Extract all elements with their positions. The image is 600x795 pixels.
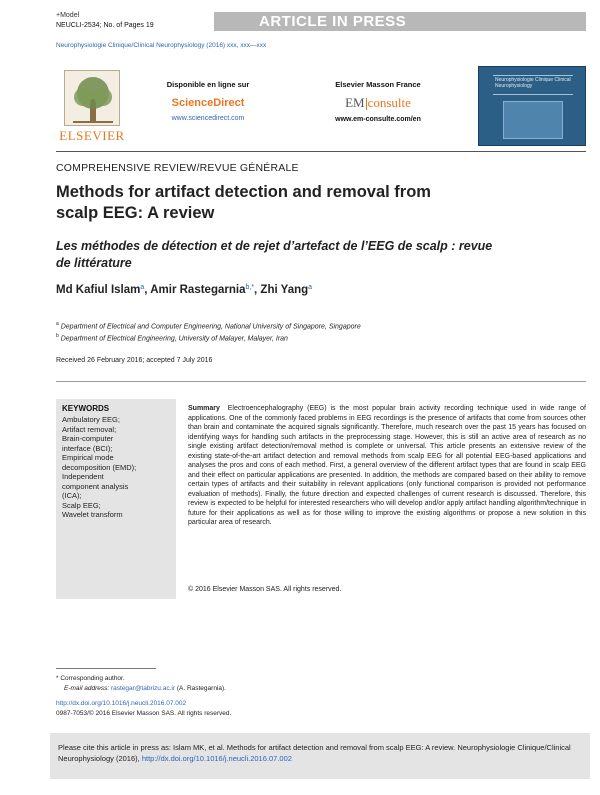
header-divider <box>56 151 586 152</box>
em-logo-right: consulte <box>367 95 411 110</box>
em-consulte-block <box>308 80 448 123</box>
model-tag: +Model <box>56 12 80 19</box>
affiliation-b <box>56 333 288 342</box>
affiliation-marker: b <box>56 333 59 339</box>
sciencedirect-logo[interactable]: ScienceDirect <box>171 97 245 109</box>
keyword-item: Scalp EEG; <box>62 500 101 510</box>
keyword-item: Brain-computer <box>62 434 114 443</box>
affiliation-a <box>56 321 361 330</box>
citation-doi-link[interactable]: http://dx.doi.org/10.1016/j.neucli.2016.07.002 <box>141 754 292 763</box>
em-logo-divider <box>366 98 367 110</box>
journal-citation-link[interactable]: Neurophysiologie Clinique/Clinical Neurophysiology (2016) xxx, xxx—xxx <box>56 42 267 49</box>
footnote-rule <box>56 668 156 669</box>
abstract-divider <box>56 381 586 382</box>
email-footnote <box>64 685 226 692</box>
article-in-press-banner <box>214 12 586 31</box>
keyword-item: component analysis <box>62 481 129 491</box>
received-dates: Received 26 February 2016; accepted 7 July 2016 <box>56 357 213 364</box>
running-header <box>56 12 586 34</box>
author-name[interactable]: Amir Rastegarnia <box>150 284 246 296</box>
cover-title: Neurophysiologie Clinique Clinical Neurophysiology <box>495 77 571 89</box>
keyword-item: (ICA); <box>62 491 82 500</box>
elsevier-logo <box>56 66 128 146</box>
author-name[interactable]: Zhi Yang <box>260 284 309 296</box>
email-link[interactable]: rastegar@tabrizu.ac.ir <box>110 685 176 692</box>
author-affil-sup[interactable]: b,* <box>245 284 255 291</box>
elsevier-wordmark: ELSEVIER <box>59 128 125 143</box>
abstract-summary <box>188 404 586 528</box>
elsevier-tree-icon <box>64 70 120 126</box>
em-consulte-url[interactable]: www.em-consulte.com/en <box>335 116 421 123</box>
sciencedirect-block <box>148 80 268 122</box>
citation-text: Please cite this article in press as: Islam MK, et al. Methods for artifact detection and removal from scalp EEG: A review. Neurophysiologie Clinique/Clinical Neurophysiology (2016), <box>58 743 571 763</box>
cover-image <box>503 101 563 139</box>
affiliation-text: Department of Electrical Engineering, University of Malayer, Malayer, Iran <box>60 335 288 343</box>
author-name[interactable]: Md Kafiul Islam <box>56 284 141 296</box>
author-list <box>56 284 312 296</box>
article-in-press-label: ARTICLE IN PRESS <box>259 13 407 30</box>
publisher-banner <box>56 66 586 146</box>
keywords-heading: KEYWORDS <box>62 404 110 413</box>
keyword-item: Independent <box>62 472 104 481</box>
author-affil-sup[interactable]: a <box>308 284 313 291</box>
summary-text: Electroencephalography (EEG) is the most popular brain activity recording technique used in wide range of applications. One of the commonly faced problems in EEG recordings is the presence of artifacts that come from sources other than brain and contaminate the acquired signals significantly. Therefore, much research over the past 15 years has focused on identifying ways for handling such artifacts in the preprocessing stage. However, this is still an active area of research as no single existing artifact detection/removal method is complete or universal. This article presents an extensive review of the existing state-of-the-art artifact detection and removal methods from scalp EEG for all potential EEG-based applications and analyses the pros and cons of each method. First, a general overview of the different artifact types that are found in scalp EEG and their effect on particular applications are presented. In addition, the methods are compared based on their ability to remove certain types of artifacts and their suitability in relevant applications (only functional comparison is provided not performance evaluation of methods). Finally, the future direction and expected challenges of current research is discussed. Therefore, this review is expected to be helpful for interested researchers who will develop and/or apply artifact handling algorithm/technique in future for their applications as well as for those willing to improve the existing algorithms or propose a new solution in this particular area of research. <box>188 405 586 526</box>
citation-box <box>50 733 590 779</box>
author-separator: , <box>144 284 151 296</box>
email-label: E-mail address: <box>64 685 110 692</box>
keyword-item: Wavelet transform <box>62 510 123 519</box>
journal-cover-thumbnail <box>478 66 586 146</box>
affiliation-text: Department of Electrical and Computer Engineering, National University of Singapore, Singapore <box>60 323 361 331</box>
manuscript-ref: NEUCLI-2534; No. of Pages 19 <box>56 22 154 29</box>
available-online-label: Disponible en ligne sur <box>166 80 250 89</box>
copyright-notice: © 2016 Elsevier Masson SAS. All rights reserved. <box>188 586 342 593</box>
author-separator: , <box>254 284 261 296</box>
article-title: Methods for artifact detection and removal from scalp EEG: A review <box>56 183 431 222</box>
corresponding-author-note: * Corresponding author. <box>56 675 125 682</box>
keyword-item: Ambulatory EEG; <box>62 415 120 424</box>
em-logo-left: EM <box>345 95 365 110</box>
elsevier-masson-title: Elsevier Masson France <box>335 80 421 89</box>
sciencedirect-url[interactable]: www.sciencedirect.com <box>171 115 245 122</box>
keyword-item: Artifact removal; <box>62 424 117 434</box>
author-affil-sup[interactable]: a <box>140 284 145 291</box>
issn-copyright: 0987-7053/© 2016 Elsevier Masson SAS. All rights reserved. <box>56 710 232 717</box>
summary-label: Summary <box>188 405 220 412</box>
doi-link[interactable]: http://dx.doi.org/10.1016/j.neucli.2016.07.002 <box>56 700 187 707</box>
keyword-item: interface (BCI); <box>62 443 113 453</box>
em-consulte-logo[interactable] <box>308 95 448 111</box>
keyword-item: decomposition (EMD); <box>62 462 137 472</box>
article-subtitle-fr: Les méthodes de détection et de rejet d’artefact de l’EEG de scalp : revue de littérature <box>56 239 493 270</box>
email-owner: (A. Rastegarnia). <box>176 685 226 692</box>
keyword-item: Empirical mode <box>62 453 114 462</box>
section-label: COMPREHENSIVE REVIEW/REVUE GÉNÉRALE <box>56 162 299 174</box>
affiliation-marker: a <box>56 321 59 327</box>
keywords-panel <box>56 399 176 599</box>
